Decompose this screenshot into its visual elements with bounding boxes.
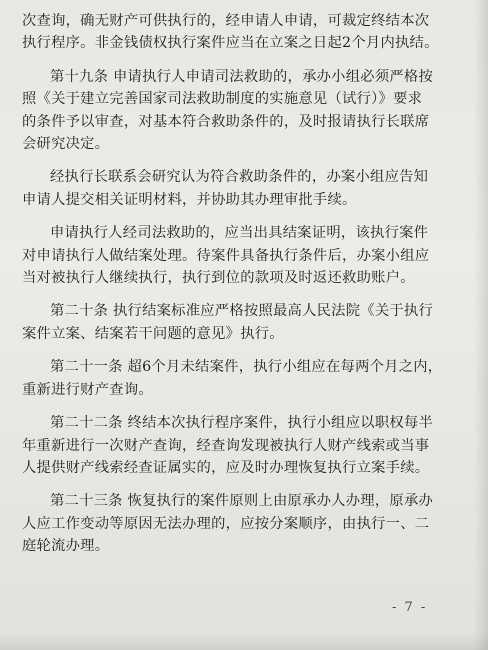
paragraph-article-23 (22, 490, 468, 557)
text-line: 执行程序。非金钱债权执行案件应当在立案之日起2个月内执结。 (22, 35, 439, 52)
document-body (22, 10, 468, 558)
text-line: 庭轮流办理。 (22, 538, 110, 555)
text-line: 照《关于建立完善国家司法救助制度的实施意见（试行）》要求 (22, 91, 423, 108)
paragraph-1 (22, 10, 468, 55)
text-line: 案件立案、结案若干问题的意见》执行。 (22, 325, 284, 342)
text-line: 重新进行财产查询。 (22, 381, 153, 398)
page-edge-shadow (474, 0, 488, 650)
paragraph-article-22 (22, 412, 468, 479)
text-line: 第二十条 执行结案标准应严格按照最高人民法院《关于执行 (50, 303, 434, 320)
paragraph-article-19 (22, 66, 468, 156)
text-line: 第二十三条 恢复执行的案件原则上由原承办人办理，原承办 (50, 493, 434, 510)
text-line: 当对被执行人继续执行，执行到位的款项及时返还救助账户。 (22, 270, 415, 287)
paragraph-article-20 (22, 300, 468, 345)
text-line: 会研究决定。 (22, 136, 110, 153)
page-bottom-shadow (0, 632, 488, 650)
text-line: 对申请执行人做结案处理。待案件具备执行条件后，办案小组应 (22, 247, 430, 264)
text-line: 年重新进行一次财产查询，经查询发现被执行人财产线索或当事 (22, 437, 430, 454)
text-line: 经执行长联系会研究认为符合救助条件的，办案小组应告知 (50, 169, 429, 186)
text-line: 第十九条 申请执行人申请司法救助的，承办小组必须严格按 (50, 68, 434, 85)
paragraph-article-21 (22, 356, 468, 401)
text-line: 人提供财产线索经查证属实的，应及时办理恢复执行立案手续。 (22, 459, 430, 476)
paragraph-4 (22, 222, 468, 289)
page-number: - 7 - (392, 600, 428, 615)
text-line: 的条件予以审查，对基本符合救助条件的，及时报请执行长联席 (22, 113, 430, 130)
text-line: 申请执行人经司法救助的，应当出具结案证明，该执行案件 (50, 225, 429, 242)
text-line: 第二十二条 终结本次执行程序案件，执行小组应以职权每半 (50, 415, 434, 432)
text-line: 次查询，确无财产可供执行的，经申请人申请，可裁定终结本次 (22, 13, 430, 29)
paragraph-3 (22, 166, 468, 211)
text-line: 第二十一条 超6个月未结案件，执行小组应在每两个月之内， (50, 359, 443, 376)
text-line: 人应工作变动等原因无法办理的，应按分案顺序，由执行一、二 (22, 515, 430, 532)
text-line: 申请人提交相关证明材料，并协助其办理审批手续。 (22, 191, 357, 208)
